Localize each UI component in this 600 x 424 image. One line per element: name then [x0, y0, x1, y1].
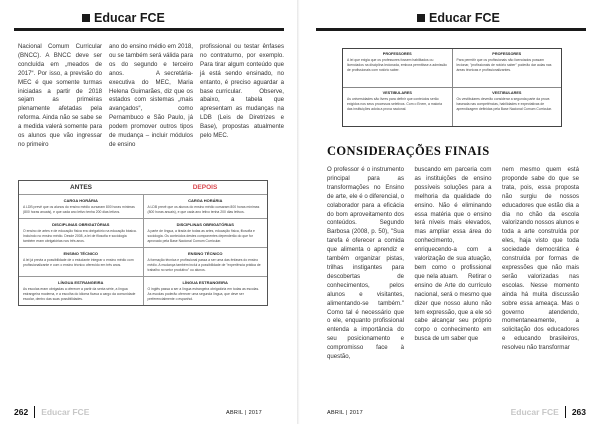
- cell-body: Para permitir que os profissionais não licenciados possam lecionar, "profissionais de notório saber" poderão dar aulas nas áreas técnicas e profissionalizantes.: [456, 58, 552, 72]
- paragraph: O professor é o instrumento principal para as transformações no Ensino de arte, ele é o diferencial, o colaborador para a eficácia do bom aproveitamento dos conteúdos. Segundo Barbosa (2008, p. 50), "Sua tarefa é oferecer a comida que alimenta o aprendiz e também organizar pistas, trilhas instigantes para descobertas de conhecimentos, pelos alunos e visitantes, alimentando-se também." Como tal é necessário que o ele, enquanto profissional entenda a importância do seu posicionamento e compromisso face à questão,: [327, 166, 404, 361]
- table-row: [19, 195, 267, 219]
- table-row: [343, 49, 561, 88]
- footer-divider: [34, 406, 35, 418]
- cell-depois: [453, 49, 562, 87]
- cell-title: PROFESSORES: [492, 52, 522, 56]
- paragraph: Nacional Comum Curricular (BNCC). A BNCC deve ser concluída em „meados de 2017“. Por isso, a previsão do MEC é que somente turmas iniciadas a partir de 2018 sejam as primeiras plenamente afetadas pela reforma. Ainda não se sabe se a medida valerá somente para os alunos que vão ingressar no primeiro: [18, 43, 102, 148]
- text-columns: [18, 43, 284, 150]
- cell-body: As escolas eram obrigadas a oferecer a partir da sexta série, a língua estrangeira moderna, e a escolha do idioma ficava a cargo da comunidade escolar, dentro das suas possibilidades.: [23, 287, 136, 301]
- cell-body: A LDB prevê que os alunos do ensino médio cursaram 800 horas mínimas (800 horas anuais), e que cada ano letivo tenha 200 dias letivos.: [147, 205, 260, 214]
- header-rule: [14, 28, 284, 31]
- brand-label: Educar FCE: [94, 11, 165, 25]
- comparison-table: [18, 180, 268, 306]
- table-row: [19, 277, 267, 305]
- text-columns: [327, 166, 579, 362]
- cell-body: A LDB prevê que os alunos do ensino médio cursaram 800 horas mínimas (800 horas anuais), e que cada ano letivo tenha 200 dias letivos.: [23, 205, 135, 214]
- header-brand: [417, 11, 500, 25]
- table-header: [19, 181, 267, 195]
- paragraph: ano do ensino médio em 2018, ou se também será válida para os do segundo e terceiro anos. A secretária-executiva do MEC, Maria Helena Guimarães, diz que os estados com sistemas „mais avançados“, como Pernambuco e São Paulo, já podem promover outros tipos de mudança – incluir módulos de ensino: [109, 43, 193, 148]
- page-footer: [511, 406, 586, 418]
- cell-body: A lei que exigia que os professores fossem habilitados ou licenciados na disciplina lecionada, embora permitisse a admissão de profissionais com notório saber.: [347, 58, 447, 72]
- cell-depois: [144, 248, 268, 276]
- text-column-2: [415, 166, 492, 362]
- page-number: 263: [571, 407, 586, 417]
- cell-title: CARGA HORÁRIA: [188, 198, 223, 203]
- cell-title: DISCIPLINAS OBRIGATÓRIAS: [176, 222, 234, 227]
- footer-date: ABRIL | 2017: [327, 410, 364, 416]
- text-column-2: [109, 43, 193, 150]
- square-icon: [417, 14, 425, 22]
- cell-body: A lei já previa a possibilidade de o estudante integrar o ensino médio com profissionalizante e com o ensino técnico oferecido em três anos.: [23, 258, 134, 267]
- text-column-3: [200, 43, 284, 150]
- cell-title: PROFESSORES: [382, 52, 412, 56]
- cell-depois: [144, 195, 268, 218]
- table-row: [19, 248, 267, 277]
- cell-title: LÍNGUA ESTRANGEIRA: [58, 280, 104, 285]
- footer-divider: [565, 406, 566, 418]
- cell-title: ENSINO TÉCNICO: [188, 251, 223, 256]
- cell-title: VESTIBULARES: [492, 91, 522, 95]
- paragraph: buscando em parceria com as instituições de ensino possíveis soluções para a melhoria da qualidade do ensino. Não é eliminando essa matéria que o ensino terá níveis mais elevados, mas ampliar essa área do conhecimento, enriquecendo-a com a valorização de sua atuação, bem como o profissional que nela atuam. Retirar o ensino de Arte do currículo nacional, será o mesmo que dizer que nosso aluno não tem expressão, que a ele só cabe alcançar seu próprio corpo o conhecimento em busca de um saber que: [414, 166, 492, 343]
- cell-body: Os vestibulares deverão considerar a segunda parte da prova baseada nas competências, habilidades e expectativas de aprendizagem definidas pela Base Nacional Comum Curricular.: [456, 97, 552, 111]
- cell-body: O inglês passa a ser a língua estrangeira obrigatória em todas as escolas. As escolas poderão oferecer uma segunda língua, que deve ser preferencialmente o espanhol.: [147, 287, 260, 301]
- cell-body: A parte de língua, a tirada de todas as artes, educação física, filosofia e sociologia. Os conteúdos destes componentes dependerão do que for aprovado pela Base Nacional Comum Curricular.: [147, 229, 255, 243]
- cell-depois: [144, 277, 268, 305]
- paragraph: profissional ou testar ênfases no contraturno, por exemplo. Para tirar algum conteúdo que já está sendo ensinado, no entanto, é preciso aguardar a base curricular. Observe, abaixo, a tabela que apresentam as mudanças na LDB (Leis de Diretrizes e Base), propostas atualmente pelo MEC.: [200, 43, 284, 140]
- cell-title: LÍNGUA ESTRANGEIRA: [182, 280, 228, 285]
- brand-label: Educar FCE: [429, 11, 500, 25]
- cell-body: As universidades são livres para definir que conteúdos serão exigidos nos seus processos seletivos. Com o Enem, a maioria das instituições adota a prova nacional.: [347, 97, 442, 111]
- cell-title: VESTIBULARES: [382, 91, 412, 95]
- table-row: [343, 88, 561, 126]
- header-rule: [316, 28, 586, 31]
- right-page: [300, 0, 600, 424]
- text-column-1: [18, 43, 102, 150]
- cell-depois: [144, 219, 268, 247]
- paragraph: nem mesmo quem está proponde sabe do que se trata, pois, essa proposta não surgiu de nossos educadores que estão dia a dia no chão da escola valorizando nossos alunos e toda a arte construída por eles, haja visto que toda sociedade democrática é construída por formas de expressões que não mais serão valorizadas nas escolas. Nesse momento ainda há muita discussão sobre essa ameaça. Mas o governo atendendo, momentaneamente, a solicitação dos educadores e educando brasileiros, resolveu não transformar: [502, 166, 579, 352]
- cell-antes: [19, 277, 144, 305]
- square-icon: [82, 14, 90, 22]
- text-column-1: [327, 166, 404, 362]
- cell-title: ENSINO TÉCNICO: [63, 251, 98, 256]
- header-brand: [82, 11, 165, 25]
- continued-table: [342, 48, 562, 127]
- cell-title: CARGA HORÁRIA: [63, 198, 98, 203]
- cell-body: A formação técnica e profissional passa a ser uma das ênfases do ensino médio. A mudança também inclui a possibilidade de "experiência prática de trabalho no setor produtivo" ou alunos.: [147, 258, 261, 272]
- cell-antes: [19, 219, 144, 247]
- cell-antes: [343, 88, 453, 126]
- cell-body: O ensino de artes e de educação física era obrigatório na educação básica. Incluindo no ensino médio. Desde 2008, a lei de filosofia e sociologia também eram obrigatórias nos três anos.: [23, 229, 137, 243]
- cell-depois: [453, 88, 562, 126]
- page-footer: [14, 406, 89, 418]
- header-antes: ANTES: [69, 184, 93, 191]
- table-row: [19, 219, 267, 248]
- cell-antes: [19, 248, 144, 276]
- cell-title: DISCIPLINAS OBRIGATÓRIAS: [52, 222, 110, 227]
- page-number: 262: [14, 407, 29, 417]
- cell-antes: [343, 49, 453, 87]
- section-title: CONSIDERAÇÕES FINAIS: [327, 144, 490, 158]
- footer-date: ABRIL | 2017: [226, 410, 263, 416]
- cell-antes: [19, 195, 144, 218]
- footer-brand: Educar FCE: [41, 407, 90, 417]
- footer-brand: Educar FCE: [510, 407, 559, 417]
- text-column-3: [502, 166, 579, 362]
- header-depois: DEPOIS: [192, 184, 218, 191]
